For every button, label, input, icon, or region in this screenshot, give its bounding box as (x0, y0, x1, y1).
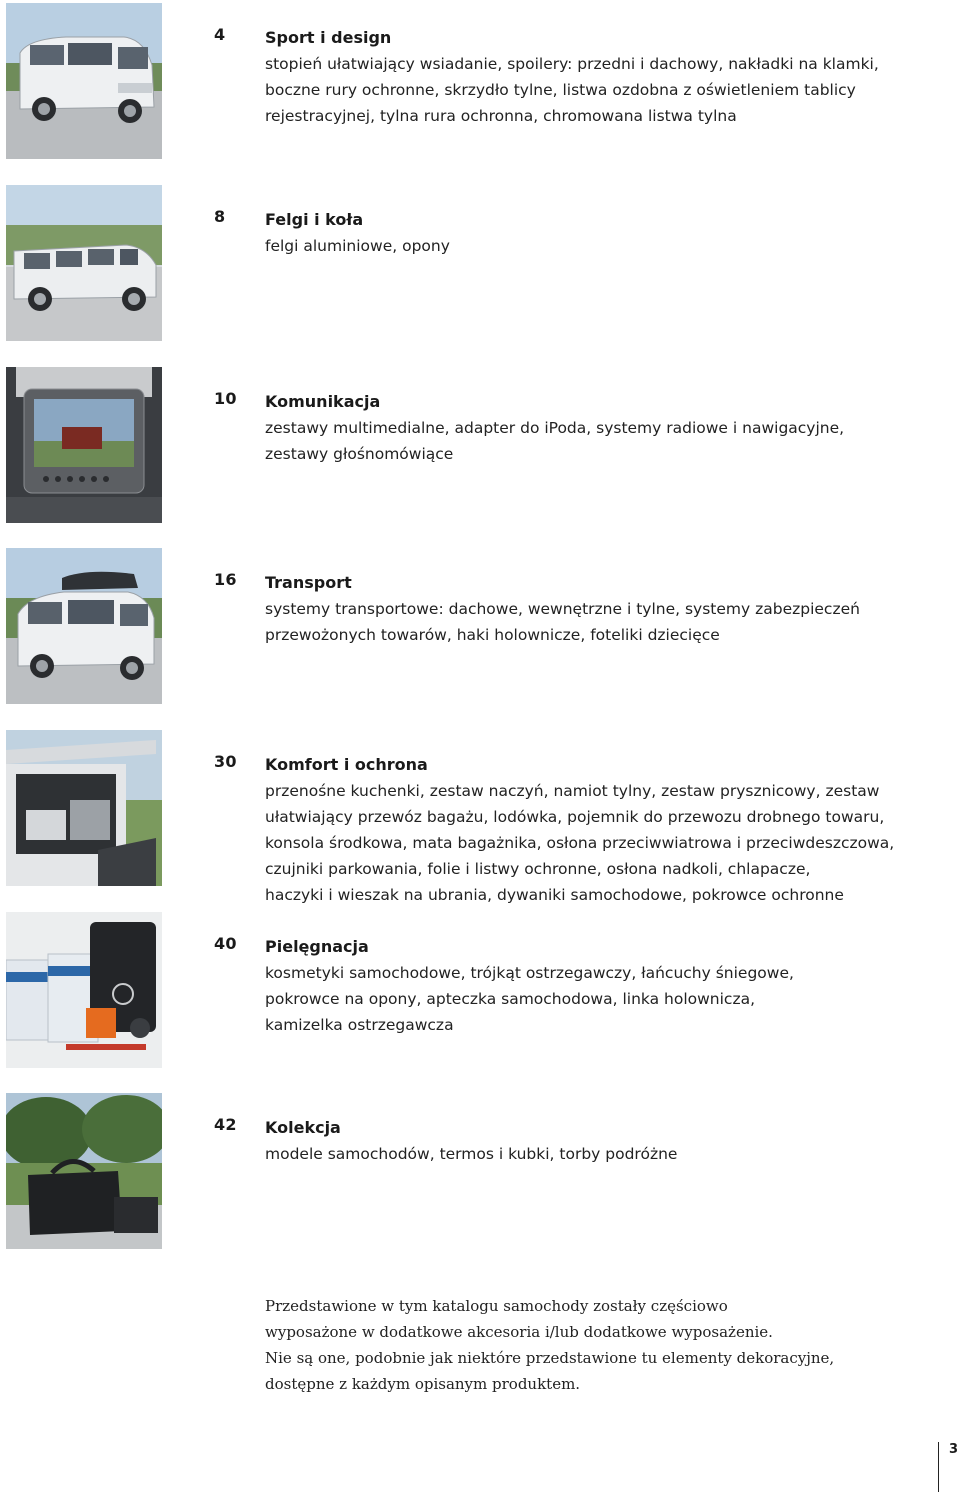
section-title: Sport i design (265, 28, 392, 47)
page-ref: 16 (214, 570, 237, 589)
section-title: Komfort i ochrona (265, 755, 428, 774)
section-title: Felgi i koła (265, 210, 364, 229)
disclaimer-line: dostępne z każdym opisanym produktem. (265, 1375, 581, 1393)
disclaimer-line: Przedstawione w tym katalogu samochody zostały częściowo (265, 1297, 728, 1315)
travel-bags-photo (6, 1093, 162, 1249)
section-description-line: modele samochodów, termos i kubki, torby podróżne (265, 1145, 678, 1163)
page-number-marker (938, 1442, 960, 1492)
multimedia-screen-photo (6, 367, 162, 523)
page-ref: 40 (214, 934, 237, 953)
page-ref: 42 (214, 1115, 237, 1134)
disclaimer-line: wyposażone w dodatkowe akcesoria i/lub dodatkowe wyposażenie. (265, 1323, 773, 1341)
section-description-line: boczne rury ochronne, skrzydło tylne, listwa ozdobna z oświetleniem tablicy (265, 81, 856, 99)
van-front-photo (6, 3, 162, 159)
disclaimer-line: Nie są one, podobnie jak niektóre przedstawione tu elementy dekoracyjne, (265, 1349, 835, 1367)
section-description-line: systemy transportowe: dachowe, wewnętrzne i tylne, systemy zabezpieczeń (265, 600, 860, 618)
toc-entry-felgi-kola (0, 185, 960, 345)
section-description-line: haczyki i wieszak na ubrania, dywaniki samochodowe, pokrowce ochronne (265, 886, 844, 904)
van-side-photo (6, 185, 162, 341)
page-ref: 8 (214, 207, 226, 226)
page-ref: 30 (214, 752, 237, 771)
section-title: Pielęgnacja (265, 937, 369, 956)
section-description-line: felgi aluminiowe, opony (265, 237, 450, 255)
section-description-line: czujniki parkowania, folie i listwy ochronne, osłona nadkoli, chlapacze, (265, 860, 811, 878)
page-ref: 4 (214, 25, 226, 44)
section-description-line: kamizelka ostrzegawcza (265, 1016, 454, 1034)
section-title: Transport (265, 573, 352, 592)
page-ref: 10 (214, 389, 237, 408)
van-rear-cargo-photo (6, 730, 162, 886)
toc-entry-komunikacja (0, 367, 960, 527)
car-care-products-photo (6, 912, 162, 1068)
section-description-line: stopień ułatwiający wsiadanie, spoilery: przedni i dachowy, nakładki na klamki, (265, 55, 879, 73)
section-title: Komunikacja (265, 392, 381, 411)
section-description-line: konsola środkowa, mata bagażnika, osłona przeciwwiatrowa i przeciwdeszczowa, (265, 834, 895, 852)
disclaimer-note (265, 1293, 945, 1397)
section-description-line: przenośne kuchenki, zestaw naczyń, namiot tylny, zestaw prysznicowy, zestaw (265, 782, 880, 800)
section-description-line: pokrowce na opony, apteczka samochodowa, linka holownicza, (265, 990, 756, 1008)
toc-entry-pielegnacja (0, 912, 960, 1072)
toc-entry-kolekcja (0, 1093, 960, 1253)
section-description-line: kosmetyki samochodowe, trójkąt ostrzegawczy, łańcuchy śniegowe, (265, 964, 794, 982)
toc-entry-komfort-ochrona (0, 730, 960, 904)
section-description-line: przewożonych towarów, haki holownicze, foteliki dziecięce (265, 626, 720, 644)
section-description-line: zestawy multimedialne, adapter do iPoda, systemy radiowe i nawigacyjne, (265, 419, 845, 437)
section-title: Kolekcja (265, 1118, 341, 1137)
section-description-line: rejestracyjnej, tylna rura ochronna, chromowana listwa tylna (265, 107, 737, 125)
toc-entry-transport (0, 548, 960, 708)
toc-entry-sport-design (0, 3, 960, 163)
section-description-line: ułatwiający przewóz bagażu, lodówka, pojemnik do przewozu drobnego towaru, (265, 808, 885, 826)
page-number: 3 (949, 1442, 959, 1457)
section-description-line: zestawy głośnomówiące (265, 445, 454, 463)
van-roofbox-photo (6, 548, 162, 704)
